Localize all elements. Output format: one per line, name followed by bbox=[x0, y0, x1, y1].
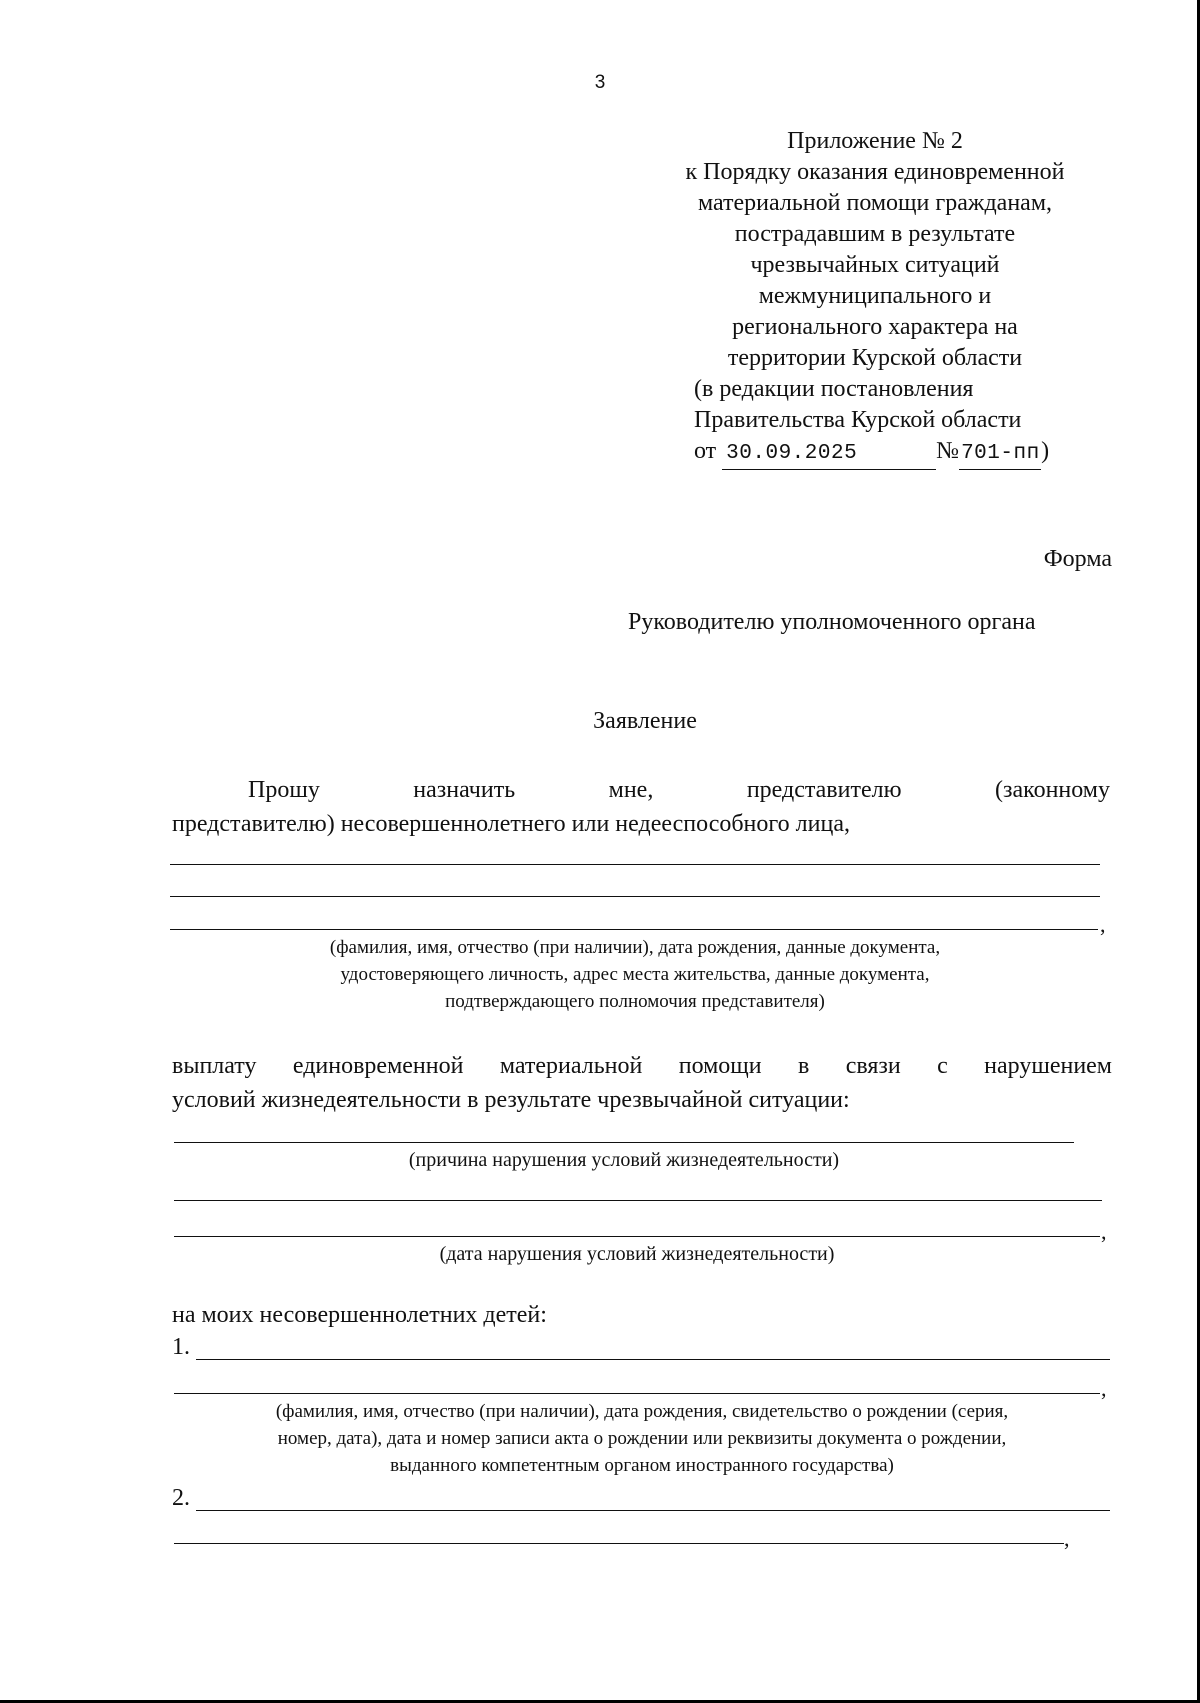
order-reference bbox=[640, 436, 1110, 470]
payment-word: нарушением bbox=[984, 1053, 1112, 1079]
request-word: назначить bbox=[413, 777, 516, 803]
request-word: Прошу bbox=[248, 777, 320, 803]
appendix-line: территории Курской области bbox=[727, 345, 1023, 371]
caption-line: (дата нарушения условий жизнедеятельности) bbox=[439, 1243, 835, 1265]
caption-line: (фамилия, имя, отчество (при наличии), дата рождения, свидетельство о рождении (серия, bbox=[275, 1401, 1009, 1422]
payment-line-1 bbox=[172, 1049, 1112, 1083]
request-paragraph bbox=[172, 773, 1110, 841]
payment-word: выплату bbox=[172, 1053, 257, 1079]
caption-line: номер, дата), дата и номер записи акта о рождении или реквизиты документа о рождении, bbox=[277, 1428, 1007, 1449]
child-1-fill-line-2[interactable] bbox=[174, 1393, 1100, 1394]
date-fill-line-1[interactable] bbox=[174, 1200, 1102, 1201]
order-number-field bbox=[959, 436, 1041, 470]
caption-line: (причина нарушения условий жизнедеятельности) bbox=[408, 1149, 840, 1171]
addressee: Руководителю уполномоченного органа bbox=[628, 609, 1036, 635]
appendix-header bbox=[640, 126, 1110, 470]
reason-caption bbox=[174, 1147, 1074, 1174]
payment-word: связи bbox=[845, 1053, 901, 1079]
applicant-fill-line-2[interactable] bbox=[170, 896, 1100, 897]
child-2-fill-line-2[interactable] bbox=[174, 1543, 1064, 1544]
payment-line-2: условий жизнедеятельности в результате чрезвычайной ситуации: bbox=[172, 1087, 850, 1113]
page-number: 3 bbox=[594, 72, 606, 93]
child-caption bbox=[172, 1398, 1112, 1479]
line-comma: , bbox=[1064, 1526, 1070, 1551]
applicant-caption bbox=[170, 934, 1100, 1015]
document-title: Заявление bbox=[593, 708, 697, 734]
request-line-1 bbox=[172, 773, 1110, 807]
caption-line: удостоверяющего личность, адрес места жительства, данные документа, bbox=[340, 964, 930, 985]
order-number-sign: № bbox=[936, 438, 960, 464]
child-2-label: 2. bbox=[172, 1485, 190, 1511]
reason-fill-line[interactable] bbox=[174, 1142, 1074, 1143]
request-word: (законному bbox=[995, 777, 1110, 803]
request-line-2: представителю) несовершеннолетнего или недееспособного лица, bbox=[172, 811, 850, 837]
appendix-line: регионального характера на bbox=[732, 314, 1018, 340]
line-comma: , bbox=[1101, 1376, 1107, 1401]
children-intro: на моих несовершеннолетних детей: bbox=[172, 1302, 547, 1328]
appendix-line: материальной помощи гражданам, bbox=[697, 190, 1053, 216]
appendix-line: чрезвычайных ситуаций bbox=[750, 252, 1000, 278]
order-prefix: от bbox=[694, 438, 717, 464]
caption-line: подтверждающего полномочия представителя) bbox=[445, 991, 825, 1012]
appendix-line: Правительства Курской области bbox=[694, 407, 1022, 433]
appendix-line: Приложение № 2 bbox=[787, 128, 963, 154]
request-word: представителю bbox=[746, 777, 902, 803]
child-2-fill-line-1[interactable] bbox=[196, 1510, 1110, 1511]
child-1-fill-line-1[interactable] bbox=[196, 1359, 1110, 1360]
applicant-fill-line-3[interactable] bbox=[170, 929, 1098, 930]
request-word: мне, bbox=[608, 777, 654, 803]
payment-word: в bbox=[798, 1053, 810, 1079]
order-date-field bbox=[722, 436, 936, 470]
appendix-line: (в редакции постановления bbox=[694, 376, 974, 402]
appendix-line: межмуниципального и bbox=[758, 283, 992, 309]
order-close: ) bbox=[1041, 438, 1050, 464]
caption-line: (фамилия, имя, отчество (при наличии), дата рождения, данные документа, bbox=[329, 937, 941, 958]
order-number: 701-пп bbox=[961, 442, 1040, 465]
line-comma: , bbox=[1101, 1219, 1107, 1244]
payment-word: с bbox=[937, 1053, 948, 1079]
caption-line: выданного компетентным органом иностранного государства) bbox=[390, 1455, 894, 1476]
payment-word: помощи bbox=[678, 1053, 762, 1079]
form-label: Форма bbox=[1043, 546, 1112, 572]
appendix-line: к Порядку оказания единовременной bbox=[685, 159, 1065, 185]
order-date: 30.09.2025 bbox=[726, 442, 858, 465]
payment-word: материальной bbox=[499, 1053, 643, 1079]
appendix-line: пострадавшим в результате bbox=[734, 221, 1016, 247]
line-comma: , bbox=[1100, 912, 1106, 937]
payment-word: единовременной bbox=[292, 1053, 464, 1079]
date-fill-line-2[interactable] bbox=[174, 1236, 1100, 1237]
date-caption bbox=[174, 1241, 1100, 1268]
applicant-fill-line-1[interactable] bbox=[170, 864, 1100, 865]
payment-paragraph bbox=[172, 1049, 1112, 1117]
child-1-label: 1. bbox=[172, 1334, 190, 1360]
